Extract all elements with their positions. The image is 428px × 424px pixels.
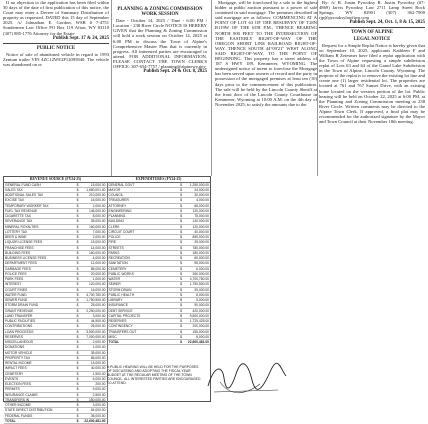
currency-symbol: $ [76, 277, 79, 282]
line-item-name: POLICE [108, 235, 121, 240]
currency-symbol: $ [76, 313, 79, 318]
column-4 [319, 0, 425, 124]
currency-symbol: $ [76, 376, 79, 381]
line-item-amount: 3,500,000.00 [86, 329, 106, 334]
line-item-name: PARK FEES [5, 277, 24, 282]
line-item-name: CLERK [108, 224, 120, 229]
line-item-amount: 146,000.00 [88, 208, 106, 213]
line-item-name: COURT FINES [5, 287, 28, 292]
currency-symbol: $ [180, 193, 182, 198]
line-item-amount: 850,000.00 [192, 235, 209, 240]
line-item-name: SALES TAX [5, 187, 23, 192]
line-item-amount: 65,000.00 [194, 203, 209, 208]
line-item-name: ADDITIONAL SALES TAX [5, 193, 44, 198]
currency-symbol: $ [76, 203, 79, 208]
divider-rule [319, 27, 425, 28]
line-item-amount: 40,000.00 [194, 229, 209, 234]
line-item-amount: 160,000.00 [88, 250, 106, 255]
line-item-amount: 6,000.00 [196, 266, 209, 271]
currency-symbol: $ [76, 250, 79, 255]
line-item-name: COUNCIL [108, 193, 124, 198]
line-item-amount: 1,000.00 [92, 277, 106, 282]
line-item-name: EXCISE TAX [5, 198, 25, 203]
currency-symbol: $ [180, 292, 182, 297]
line-item-amount: 20,000.00 [90, 271, 106, 276]
currency-symbol: $ [76, 408, 79, 413]
pz-work-session-heading: PLANNING & ZONING COMMISSION WORK SESSION [117, 7, 203, 18]
line-item-amount: 4,000.00 [196, 198, 209, 203]
line-item-name: RENTAL INCOME [5, 361, 32, 366]
currency-symbol: $ [76, 387, 79, 392]
currency-symbol: $ [180, 219, 182, 224]
attorney-signature-block: By: /s/ R. Justin Pyrooksy R. Justin Pyrooksy (#7-4869) Jarvis Pyrooksy Law 2711 Lamp Street Rock Springs, WY 82901 (307) 362-7900 rjp@pyrooksylawfirm.com [319, 0, 425, 21]
table-row [108, 340, 211, 345]
line-item-name: RESERVES [108, 319, 127, 324]
currency-symbol: $ [180, 313, 182, 318]
currency-symbol: $ [76, 271, 79, 276]
line-item-amount: 1,750,500.00 [189, 282, 209, 287]
line-item-amount: 4,000.00 [92, 256, 106, 261]
currency-symbol: $ [180, 329, 182, 334]
line-item-name: LOTTERY TAX [5, 229, 28, 234]
currency-symbol: $ [76, 340, 79, 345]
line-item-name: LOAN PROCEEDS [5, 329, 34, 334]
currency-symbol: $ [180, 187, 182, 192]
line-item-name: STORM DRAIN [108, 287, 132, 292]
line-item-name: ELECTION FEES [5, 382, 32, 387]
line-item-name: PUBLIC FACILITIES [5, 319, 36, 324]
currency-symbol: $ [76, 371, 79, 376]
budget-hearing-note: A PUBLIC HEARING WILL BE HELD FOR THE PURPOSES OF DISCUSSING AND ADOPTING THE FISCAL YEAR BUDGET AT THE REGULAR MEETING OF THE TOWN COUNCIL. ALL INTERESTED PARTIES ARE ENCOURAGED TO ATTEND. [107, 365, 201, 386]
line-item-amount: 25,000.00 [194, 240, 209, 245]
expense-title: EXPENDITURES (FY24-25) [135, 177, 182, 181]
line-item-amount: 95,000.00 [194, 261, 209, 266]
currency-symbol: $ [76, 245, 79, 250]
line-item-amount: 6,000.00 [92, 376, 106, 381]
line-item-name: PARKS [108, 250, 120, 255]
currency-symbol: $ [180, 182, 182, 187]
line-item-name: WATER FUND [5, 292, 27, 297]
line-item-amount: 120,000.00 [88, 282, 106, 287]
line-item-amount: 5,000.00 [196, 334, 209, 339]
revenue-title: REVENUE SOURCE (FY24-25) [29, 177, 82, 181]
line-item-amount: 15,000.00 [90, 361, 106, 366]
line-item-amount: 9,000.00 [92, 387, 106, 392]
line-item-name: CIGARETTE TAX [5, 214, 31, 219]
currency-symbol: $ [180, 256, 182, 261]
currency-symbol: $ [76, 292, 79, 297]
line-item-amount: 1,000.00 [92, 345, 106, 350]
currency-symbol: $ [180, 240, 182, 245]
signature-image [200, 356, 290, 400]
line-item-amount: 1,750,500.00 [86, 298, 106, 303]
publish-dates-2: Publish Sept. 24 & Oct. 8, 2025 [143, 69, 207, 75]
line-item-name: SEVERANCE TAX [5, 219, 33, 224]
currency-symbol: $ [180, 261, 182, 266]
currency-symbol: $ [180, 214, 182, 219]
currency-symbol: $ [180, 266, 182, 271]
currency-symbol: $ [76, 355, 79, 360]
line-item-name: LAND TRANSFER [5, 313, 33, 318]
column-divider [317, 0, 318, 176]
line-item-amount: 7,000,000.00 [86, 334, 106, 339]
currency-symbol: $ [180, 334, 182, 339]
currency-symbol: $ [76, 298, 79, 303]
currency-symbol: $ [76, 193, 79, 198]
line-item-name: BUILDING FEES [5, 250, 31, 255]
line-item-amount: 60,000.00 [194, 256, 209, 261]
line-item-amount: 25,000.00 [194, 287, 209, 292]
column-divider [111, 0, 112, 176]
line-item-name: STORM DRAIN FUND [5, 303, 39, 308]
line-item-name: DEPARTMENT FEES [5, 261, 37, 266]
line-item-name: TREASURER [108, 198, 129, 203]
line-item-name: TEMPORARY WORKER TAX [5, 203, 49, 208]
line-item-name: CEMETERY [5, 371, 24, 376]
line-item-amount: 2,250,000.00 [86, 308, 106, 313]
line-item-name: CEMETERY [108, 266, 127, 271]
currency-symbol: $ [180, 282, 182, 287]
line-item-name: SEWER [108, 282, 121, 287]
currency-symbol: $ [76, 308, 79, 313]
currency-symbol: $ [76, 382, 79, 387]
line-item-name: DEBT SERVICE [108, 308, 133, 313]
line-item-amount: 160,000.00 [88, 224, 106, 229]
currency-symbol: $ [180, 245, 182, 250]
line-item-amount: 3,000.00 [92, 403, 106, 408]
line-item-name: MISCELLANEOUS [5, 340, 34, 345]
line-item-amount: 140,000.00 [192, 219, 209, 224]
town-of-alpine-heading: TOWN OF ALPINE [351, 30, 393, 36]
revenue-column [4, 183, 108, 424]
line-item-name: TRANSFERS IN [5, 397, 30, 402]
line-item-amount: 16,000.00 [90, 287, 106, 292]
line-item-name: GRANT REVENUE [5, 308, 34, 313]
line-item-amount: 90,000.00 [194, 303, 209, 308]
currency-symbol: $ [76, 198, 79, 203]
currency-symbol: $ [76, 261, 79, 266]
expense-column [108, 183, 211, 424]
line-item-amount: 22,600,481.00 [187, 340, 209, 345]
line-item-name: INSURANCE [108, 303, 128, 308]
currency-symbol: $ [180, 340, 182, 345]
line-item-amount: 200.00 [95, 382, 106, 387]
column-1 [3, 0, 109, 67]
line-item-amount: 40,000.00 [90, 366, 106, 371]
line-item-name: GARBAGE FEES [5, 266, 31, 271]
probate-notice-text: If no objection to the application has been filed within 30 days of the date of first publication of this notice, the Court may enter a Decree of Summary Distribution of property as requested. DATED this 15 day of September 2025. /s/ Johnathan E. Gordon, WSB # 7-4751 Sondermen Law Office PO Box 119 Afton, WY 83110 (307) 885-1776 Attorney for the Estate [3, 0, 109, 36]
line-item-amount: 25,000.00 [90, 324, 106, 329]
currency-symbol: $ [180, 224, 182, 229]
line-item-name: RECREATION [108, 256, 130, 261]
line-item-amount: 1,500.00 [92, 371, 106, 376]
currency-symbol: $ [180, 229, 182, 234]
line-item-name: GENERAL FUND CASH [5, 182, 41, 187]
currency-symbol: $ [76, 397, 79, 402]
line-item-name: INSURANCE CLAIMS [5, 392, 38, 397]
line-item-amount: 5,000.00 [196, 298, 209, 303]
line-item-name: FIRE [108, 240, 117, 245]
currency-symbol: $ [180, 298, 182, 303]
line-item-amount: 150,000.00 [192, 329, 209, 334]
line-item-amount: 75,000.00 [194, 214, 209, 219]
line-item-name: ATTORNEY [108, 203, 127, 208]
line-item-name: INTEREST [5, 282, 22, 287]
line-item-amount: 780,000.00 [192, 245, 209, 250]
line-item-amount: 2,000.00 [92, 203, 106, 208]
line-item-name: WATER [108, 277, 121, 282]
line-item-amount: 35,000.00 [90, 350, 106, 355]
line-item-amount: 4,700,780.00 [189, 277, 209, 282]
line-item-amount: 36,000.00 [90, 413, 106, 418]
line-item-name: CIRCUIT COURT [108, 229, 135, 234]
line-item-name: LIBRARY [108, 298, 123, 303]
currency-symbol: $ [180, 324, 182, 329]
line-item-amount: 8,000.00 [92, 214, 106, 219]
line-item-name: RESERVES [5, 334, 23, 339]
currency-symbol: $ [76, 224, 79, 229]
currency-symbol: $ [76, 418, 79, 423]
currency-symbol: $ [180, 277, 182, 282]
line-item-name: PUBLIC HEALTH [108, 292, 135, 297]
currency-symbol: $ [76, 235, 79, 240]
line-item-amount: 120,000.00 [192, 224, 209, 229]
line-item-name: TOTAL [5, 418, 16, 423]
line-item-name: SANITATION [108, 261, 128, 266]
line-item-name: CONTRIBUTIONS [5, 324, 33, 329]
line-item-amount: 22,600,481.00 [84, 418, 106, 423]
line-item-name: PUBLIC WORKS [108, 271, 134, 276]
line-item-amount: 150,000.00 [88, 397, 106, 402]
line-item-name: PERMITS [5, 387, 20, 392]
line-item-amount: 14,000.00 [90, 245, 106, 250]
currency-symbol: $ [180, 308, 182, 313]
currency-symbol: $ [76, 345, 79, 350]
currency-symbol: $ [180, 198, 182, 203]
line-item-name: GENERAL GOVT [108, 182, 135, 187]
line-item-amount: 7,000.00 [92, 229, 106, 234]
line-item-name: MISC [108, 334, 117, 339]
line-item-amount: 210,000.00 [88, 193, 106, 198]
pz-work-session-text: Date - October 14, 2025 / Time - 6:00 PM / Location - 238 River Circle NOTICE IS HEREBY GIVEN that the Planning & Zoning Commission will hold a work session on October 14, 2025 at 6:00 PM to discuss the Town of Alpine's Comprehensive Master Plan that is currently in progress. All interested parties are encouraged to attend. FOR ADDITIONAL INFORMATION, PLEASE CONTACT THE TOWN CLERK'S OFFICE: 307-654-7757 / planning@alpinewy.gov [113, 18, 207, 70]
line-item-amount: 4,700,780.00 [86, 292, 106, 297]
currency-symbol: $ [76, 413, 79, 418]
line-item-amount: 260,000.00 [192, 271, 209, 276]
line-item-amount: 44,500.00 [90, 319, 106, 324]
table-row [4, 419, 107, 424]
currency-symbol: $ [180, 303, 182, 308]
currency-symbol: $ [180, 319, 182, 324]
line-item-amount: 120,000.00 [192, 208, 209, 213]
currency-symbol: $ [180, 203, 182, 208]
currency-symbol: $ [76, 266, 79, 271]
line-item-name: ENGINEERING [108, 208, 132, 213]
line-item-name: DONATIONS [5, 345, 25, 350]
line-item-name: SEWER FUND [5, 298, 28, 303]
currency-symbol: $ [76, 329, 79, 334]
divider-rule [3, 43, 109, 44]
currency-symbol: $ [76, 256, 79, 261]
line-item-name: PROPERTY TAX [5, 355, 31, 360]
currency-symbol: $ [76, 287, 79, 292]
line-item-name: OTHER INCOME [5, 403, 31, 408]
line-item-amount: 9,500,000.00 [189, 313, 209, 318]
line-item-amount: 35,000.00 [90, 219, 106, 224]
foreclosure-text: Mortgage, will be foreclosed by a sale to the highest bidder at public auction pursuant to a power of sale contained in said mortgage. The premises described in said mortgage are as follows: COMMENCING AT A POINT OF LOT 63 OF THE RESURVEY OF T28N R119W OF THE 6TH P.M., THENCE BEARING NORTH 900 FEET TO THE INTERSECTION OF THE EASTERLY RIGHT-OF-WAY OF THE OREGON SHORT LINE RAILROAD RIGHT-OF-WAY. THENCE SOUTH 44°09'21" WEST ALONG SAID RIGHT-OF-WAY, TO THE POINT OF BEGINNING. This property has a street address of 187 S HWY 189, Kemmerer, WYOMING. The undersigned notice of intent to foreclose the Mortgage has been served upon owners of record and the party in possession of the mortgaged premises at least ten (10) days prior to the commencement of this publication. The sale will be held by the Lincoln County Sheriff at the front door of the Lincoln County Courthouse in Kemmerer, Wyoming at 10:00 A.M. on the 4th day of November 2025, to satisfy the amounts due to the [215, 0, 317, 107]
currency-symbol: $ [76, 392, 79, 397]
currency-symbol: $ [180, 250, 182, 255]
currency-symbol: $ [76, 240, 79, 245]
public-notice-heading: PUBLIC NOTICE [36, 45, 76, 51]
currency-symbol: $ [180, 208, 182, 213]
line-item-name: FUEL TAX REVENUE [5, 208, 38, 213]
currency-symbol: $ [76, 319, 79, 324]
currency-symbol: $ [76, 361, 79, 366]
line-item-amount: 54,000.00 [90, 408, 106, 413]
line-item-amount: 25,000.00 [90, 303, 106, 308]
line-item-amount: 2,000.00 [92, 340, 106, 345]
line-item-amount: 420,000.00 [192, 308, 209, 313]
currency-symbol: $ [76, 334, 79, 339]
line-item-amount: 1,650,001.00 [86, 187, 106, 192]
line-item-name: FEDERAL FUNDS [5, 413, 33, 418]
currency-symbol: $ [180, 235, 182, 240]
publish-dates-4: Publish Sept. 24, Oct. 1, 8 & 15, 2025 [349, 20, 425, 26]
line-item-name: TOTAL [108, 340, 120, 345]
line-item-name: MAYOR [108, 187, 121, 192]
currency-symbol: $ [76, 282, 79, 287]
line-item-amount: 3,000.00 [92, 313, 106, 318]
line-item-name: STATE DIRECT DISTRIBUTION [5, 408, 53, 413]
line-item-name: STREETS [108, 245, 124, 250]
currency-symbol: $ [76, 366, 79, 371]
currency-symbol: $ [76, 187, 79, 192]
currency-symbol: $ [180, 271, 182, 276]
currency-symbol: $ [76, 303, 79, 308]
line-item-name: BUSINESS LICENSE FEES [5, 256, 47, 261]
line-item-amount: 12,000.00 [90, 261, 106, 266]
line-item-amount: 2,500.00 [92, 392, 106, 397]
line-item-name: FRANCHISE FEES [5, 245, 34, 250]
column-2 [113, 0, 207, 76]
line-item-amount: 1,725,425.00 [189, 319, 209, 324]
line-item-amount: 1,250,000.00 [189, 182, 209, 187]
line-item-amount: 15,000.00 [90, 240, 106, 245]
line-item-name: TRANSFERS OUT [108, 329, 137, 334]
line-item-amount: 8,000.00 [196, 292, 209, 297]
currency-symbol: $ [76, 214, 79, 219]
currency-symbol: $ [76, 403, 79, 408]
vehicle-sale-text: Notice of sale of abandoned vehicle in regard to 1993 Zenium trailer VIN 4ZC12WE2P12095840. The vehicle was abandoned on or [3, 51, 109, 68]
column-divider [211, 0, 212, 176]
currency-symbol: $ [76, 219, 79, 224]
column-3 [215, 0, 317, 107]
line-item-name: POLICE FEES [5, 271, 27, 276]
line-item-name: MOTOR VEHICLE [5, 350, 33, 355]
line-item-amount: 30,000.00 [194, 193, 209, 198]
line-item-name: EVENTS [5, 376, 19, 381]
line-item-name: BUILDING [108, 219, 125, 224]
line-item-amount: 16,000.00 [90, 198, 106, 203]
currency-symbol: $ [76, 208, 79, 213]
line-item-name: BEER & WINE [5, 235, 27, 240]
line-item-name: CAPITAL PROJECTS [108, 313, 141, 318]
replat-notice-text: Request for a Simple Replat Notice is hereby given that on September 10, 2025, applicants Kathleen F and William R Zeiesmer have filed a replat application with the Town of Alpine requesting a simple subdivision replat of Lots 63 and 64 of the Grand Lake Subdivision in the Town of Alpine, Lincoln County, Wyoming. The purpose of the replat is to remove the existing lot line and create one (1) larger residential lot. The properties are located at 761 and 767 Sunset Drive, with an existing home located on the western portion of the lot. Public hearing will be held on October 22, 2025 at 6:00 PM, at the Planning and Zoning Commission meeting at 238 River Circle. Written comments may be directed to the Alpine Town Clerk. If approved, a final plat may be recommended for the authorized signature by the Mayor and Town Council at their November 18th meeting. [319, 42, 426, 125]
line-item-amount: 85,000.00 [90, 266, 106, 271]
line-item-name: PLANNING [108, 214, 126, 219]
currency-symbol: $ [76, 324, 79, 329]
line-item-name: CONTINGENCY [108, 324, 133, 329]
legal-notice-heading: LEGAL NOTICE [353, 36, 391, 42]
line-item-amount: 180,000.00 [192, 250, 209, 255]
line-item-amount: 85,000.00 [90, 355, 106, 360]
line-item-name: IMPACT FEES [5, 366, 27, 371]
currency-symbol: $ [76, 229, 79, 234]
line-item-amount: 2,000.00 [92, 235, 106, 240]
currency-symbol: $ [76, 182, 79, 187]
currency-symbol: $ [76, 350, 79, 355]
publish-dates-1: Publish Sept. 17 & 24, 2025 [52, 35, 109, 41]
line-item-amount: 200,000.00 [192, 324, 209, 329]
currency-symbol: $ [180, 287, 182, 292]
line-item-amount: 15,000.00 [90, 182, 106, 187]
line-item-amount: 24,000.00 [194, 187, 209, 192]
line-item-name: MINERAL ROYALTIES [5, 224, 39, 229]
line-item-name: LIQUOR LICENSE FEES [5, 240, 43, 245]
